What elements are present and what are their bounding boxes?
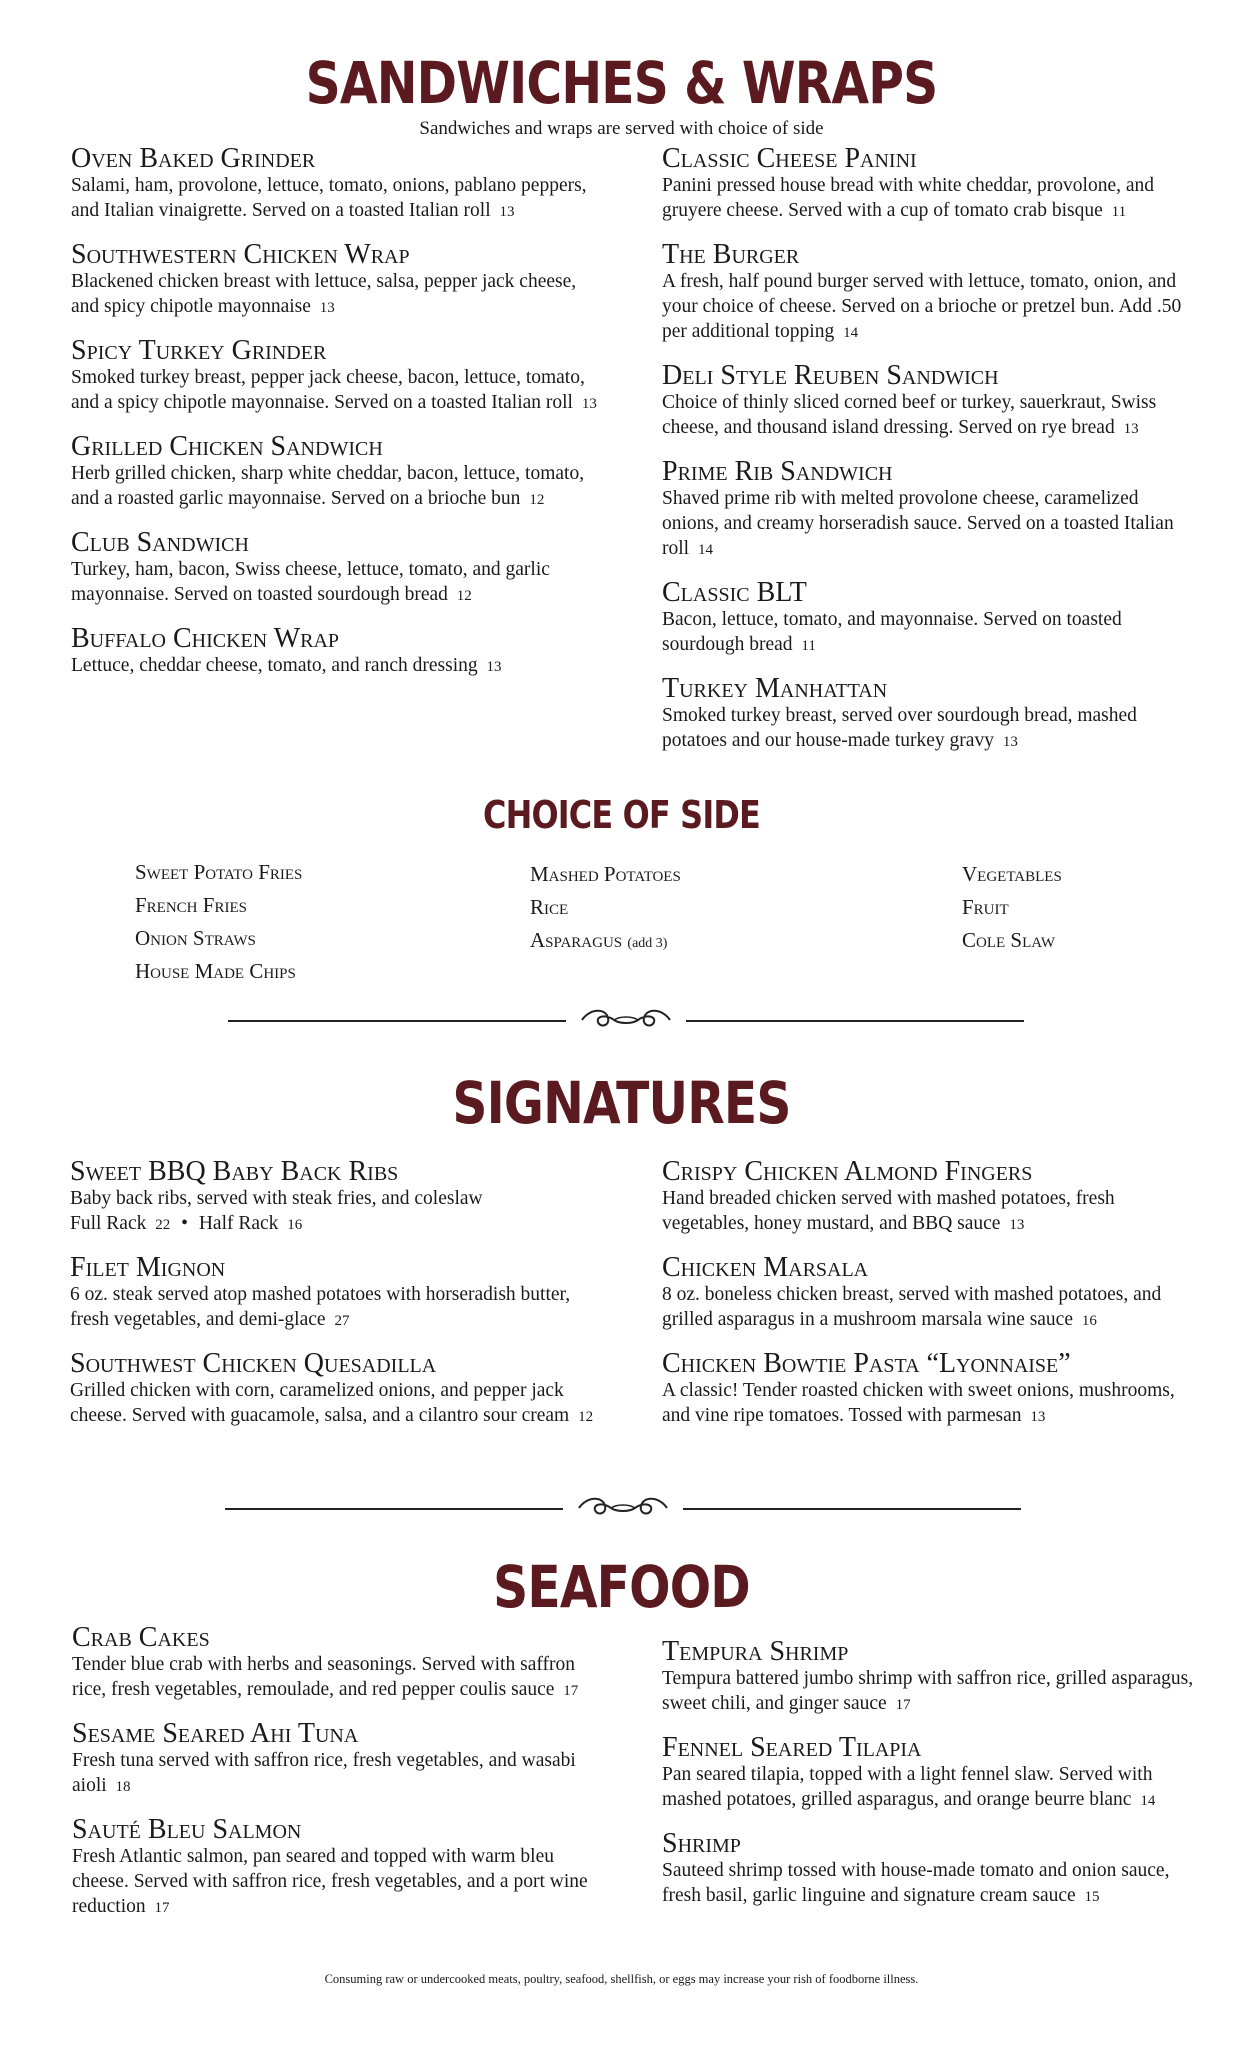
item-price: 13 — [1002, 734, 1018, 750]
sides-column-3 — [962, 858, 1062, 957]
sandwiches-subtitle: Sandwiches and wraps are served with choice of side — [419, 118, 824, 139]
item-price: 16 — [287, 1217, 303, 1233]
item-name: Classic BLT — [662, 577, 807, 608]
item-name: Filet Mignon — [70, 1252, 226, 1283]
item-desc: Shaved prime rib with melted provolone cheese, caramelized onions, and creamy horseradish sauce. Served on a toasted Italian roll — [662, 488, 1174, 559]
sandwiches-right-column — [662, 145, 1192, 771]
menu-item — [71, 625, 606, 680]
side-item: Asparagus — [530, 928, 623, 952]
item-desc: Turkey, ham, bacon, Swiss cheese, lettuce, tomato, and garlic mayonnaise. Served on toasted sourdough bread — [71, 559, 550, 605]
item-price: 14 — [843, 325, 859, 341]
item-desc: Tender blue crab with herbs and seasonings. Served with saffron rice, fresh vegetables, remoulade, and red pepper coulis sauce — [72, 1654, 575, 1700]
item-price: 18 — [115, 1779, 131, 1795]
item-desc: Sauteed shrimp tossed with house-made tomato and onion sauce, fresh basil, garlic linguine and signature cream sauce — [662, 1860, 1170, 1906]
item-price: 14 — [1140, 1793, 1156, 1809]
item-price: 13 — [1009, 1217, 1025, 1233]
side-item-note: (add 3) — [627, 936, 668, 951]
item-desc: Herb grilled chicken, sharp white cheddar, bacon, lettuce, tomato, and a roasted garlic mayonnaise. Served on a brioche bun — [71, 463, 585, 509]
item-name: Tempura Shrimp — [662, 1636, 849, 1667]
menu-item — [662, 241, 1192, 346]
item-price: 17 — [895, 1697, 911, 1713]
item-desc: Smoked turkey breast, served over sourdough bread, mashed potatoes and our house-made turkey gravy — [662, 705, 1137, 751]
menu-item: Sweet BBQ Baby Back Ribs Baby back ribs, served with steak fries, and coleslaw Full Rack 22 • Half Rack 16 — [70, 1158, 610, 1238]
item-desc: Lettuce, cheddar cheese, tomato, and ranch dressing — [71, 655, 478, 676]
item-name: Spicy Turkey Grinder — [71, 335, 327, 366]
item-name: Oven Baked Grinder — [71, 143, 316, 174]
item-price: 15 — [1084, 1889, 1100, 1905]
item-name: Southwest Chicken Quesadilla — [70, 1348, 437, 1379]
seafood-right-column — [662, 1638, 1197, 1926]
menu-item — [71, 433, 606, 513]
item-desc: A fresh, half pound burger served with lettuce, tomato, onion, and your choice of cheese. Served on a brioche or pretzel bun. Add .50 per additional topping — [662, 271, 1182, 342]
item-desc: Choice of thinly sliced corned beef or turkey, sauerkraut, Swiss cheese, and thousand island dressing. Served on rye bread — [662, 392, 1157, 438]
sides-column-1 — [135, 856, 302, 988]
item-desc: Grilled chicken with corn, caramelized onions, and pepper jack cheese. Served with guacamole, salsa, and a cilantro sour cream — [70, 1380, 570, 1426]
item-price: 11 — [1111, 204, 1127, 220]
menu-item — [70, 1350, 610, 1430]
menu-item — [72, 1816, 607, 1921]
item-name: Grilled Chicken Sandwich — [71, 431, 383, 462]
item-desc: Fresh Atlantic salmon, pan seared and topped with warm bleu cheese. Served with saffron rice, fresh vegetables, and a port wine reduction — [72, 1846, 588, 1917]
item-price: 11 — [801, 638, 816, 654]
side-item: Vegetables — [962, 862, 1062, 886]
menu-item — [71, 529, 606, 609]
side-item: Cole Slaw — [962, 928, 1056, 952]
item-price: 17 — [154, 1900, 170, 1916]
item-desc: A classic! Tender roasted chicken with sweet onions, mushrooms, and vine ripe tomatoes. Tossed with parmesan — [662, 1380, 1175, 1426]
item-name: Prime Rib Sandwich — [662, 456, 893, 487]
menu-item — [662, 1254, 1197, 1334]
section-divider — [228, 1000, 1024, 1040]
item-name: Shrimp — [662, 1828, 741, 1859]
item-desc: 8 oz. boneless chicken breast, served with mashed potatoes, and grilled asparagus in a mushroom marsala wine sauce — [662, 1284, 1162, 1330]
item-name: Sweet BBQ Baby Back Ribs — [70, 1156, 399, 1187]
menu-item — [662, 1734, 1197, 1814]
item-name: Crab Cakes — [72, 1622, 210, 1653]
menu-item — [72, 1624, 607, 1704]
seafood-title: SEAFOOD — [493, 1553, 750, 1621]
sides-title: CHOICE OF SIDE — [483, 793, 760, 837]
section-divider — [225, 1488, 1021, 1528]
signatures-right-column — [662, 1158, 1197, 1446]
side-item: Onion Straws — [135, 926, 256, 950]
item-option: Half Rack — [198, 1213, 279, 1234]
side-item: Rice — [530, 895, 569, 919]
menu-item — [72, 1720, 607, 1800]
menu-item — [662, 1638, 1197, 1718]
item-desc: Fresh tuna served with saffron rice, fresh vegetables, and wasabi aioli — [72, 1750, 576, 1796]
menu-item — [662, 579, 1192, 659]
menu-item — [662, 675, 1192, 755]
item-desc: Panini pressed house bread with white cheddar, provolone, and gruyere cheese. Served with a cup of tomato crab bisque — [662, 175, 1155, 221]
item-price: 12 — [578, 1409, 594, 1425]
item-name: Club Sandwich — [71, 527, 249, 558]
item-price: 12 — [456, 588, 472, 604]
menu-item — [70, 1254, 610, 1334]
side-item: French Fries — [135, 893, 247, 917]
menu-item — [662, 1158, 1197, 1238]
item-desc: Pan seared tilapia, topped with a light fennel slaw. Served with mashed potatoes, grilled asparagus, and orange beurre blanc — [662, 1764, 1153, 1810]
item-price: 17 — [563, 1683, 579, 1699]
item-desc: Salami, ham, provolone, lettuce, tomato, onions, pablano peppers, and Italian vinaigrette. Served on a toasted Italian roll — [71, 175, 587, 221]
item-price: 12 — [529, 492, 545, 508]
menu-item — [662, 458, 1192, 563]
item-name: Deli Style Reuben Sandwich — [662, 360, 999, 391]
menu-item — [662, 1830, 1197, 1910]
flourish-icon — [573, 1492, 673, 1524]
item-name: Sauté Bleu Salmon — [72, 1814, 302, 1845]
item-name: Buffalo Chicken Wrap — [71, 623, 340, 654]
item-name: Crispy Chicken Almond Fingers — [662, 1156, 1033, 1187]
item-name: Fennel Seared Tilapia — [662, 1732, 922, 1763]
item-desc: Tempura battered jumbo shrimp with saffron rice, grilled asparagus, sweet chili, and ginger sauce — [662, 1668, 1194, 1714]
item-desc: Smoked turkey breast, pepper jack cheese, bacon, lettuce, tomato, and a spicy chipotle mayonnaise. Served on a toasted Italian roll — [71, 367, 585, 413]
footer-disclaimer: Consuming raw or undercooked meats, poultry, seafood, shellfish, or eggs may increase your rish of foodborne illness. — [324, 1972, 919, 1986]
item-desc: Bacon, lettuce, tomato, and mayonnaise. Served on toasted sourdough bread — [662, 609, 1122, 655]
menu-item — [71, 241, 606, 321]
side-item: Fruit — [962, 895, 1009, 919]
menu-item — [71, 337, 606, 417]
item-name: Chicken Marsala — [662, 1252, 869, 1283]
sides-column-2 — [530, 858, 681, 960]
item-name: Turkey Manhattan — [662, 673, 888, 704]
item-price: 13 — [1123, 421, 1139, 437]
menu-item — [662, 362, 1192, 442]
signatures-title: SIGNATURES — [452, 1069, 791, 1137]
side-item: Mashed Potatoes — [530, 862, 681, 886]
item-name: Chicken Bowtie Pasta “Lyonnaise” — [662, 1348, 1071, 1379]
menu-item — [662, 1350, 1197, 1430]
menu-item — [662, 145, 1192, 225]
item-desc: 6 oz. steak served atop mashed potatoes with horseradish butter, fresh vegetables, and demi-glace — [70, 1284, 571, 1330]
item-price: 13 — [319, 300, 335, 316]
item-name: Classic Cheese Panini — [662, 143, 917, 174]
flourish-icon — [576, 1004, 676, 1036]
item-price: 22 — [155, 1217, 171, 1233]
sandwiches-left-column — [71, 145, 606, 696]
signatures-left-column — [70, 1158, 610, 1446]
side-item: House Made Chips — [135, 959, 296, 983]
item-name: The Burger — [662, 239, 800, 270]
item-price: 13 — [581, 396, 597, 412]
item-name: Sesame Seared Ahi Tuna — [72, 1718, 359, 1749]
seafood-left-column — [72, 1624, 607, 1937]
item-price: 13 — [1030, 1409, 1046, 1425]
item-name: Southwestern Chicken Wrap — [71, 239, 410, 270]
menu-item — [71, 145, 606, 225]
item-desc: Blackened chicken breast with lettuce, salsa, pepper jack cheese, and spicy chipotle mayonnaise — [71, 271, 577, 317]
item-price: 27 — [334, 1313, 350, 1329]
item-price: 16 — [1081, 1313, 1097, 1329]
item-desc: Hand breaded chicken served with mashed potatoes, fresh vegetables, honey mustard, and BBQ sauce — [662, 1188, 1115, 1234]
item-price: 13 — [486, 659, 502, 675]
side-item: Sweet Potato Fries — [135, 860, 303, 884]
item-price: 14 — [697, 542, 713, 558]
item-desc: Baby back ribs, served with steak fries, and coleslaw — [70, 1188, 483, 1209]
item-price: 13 — [499, 204, 515, 220]
sandwiches-title: SANDWICHES & WRAPS — [305, 49, 938, 117]
item-option: Full Rack — [70, 1213, 147, 1234]
